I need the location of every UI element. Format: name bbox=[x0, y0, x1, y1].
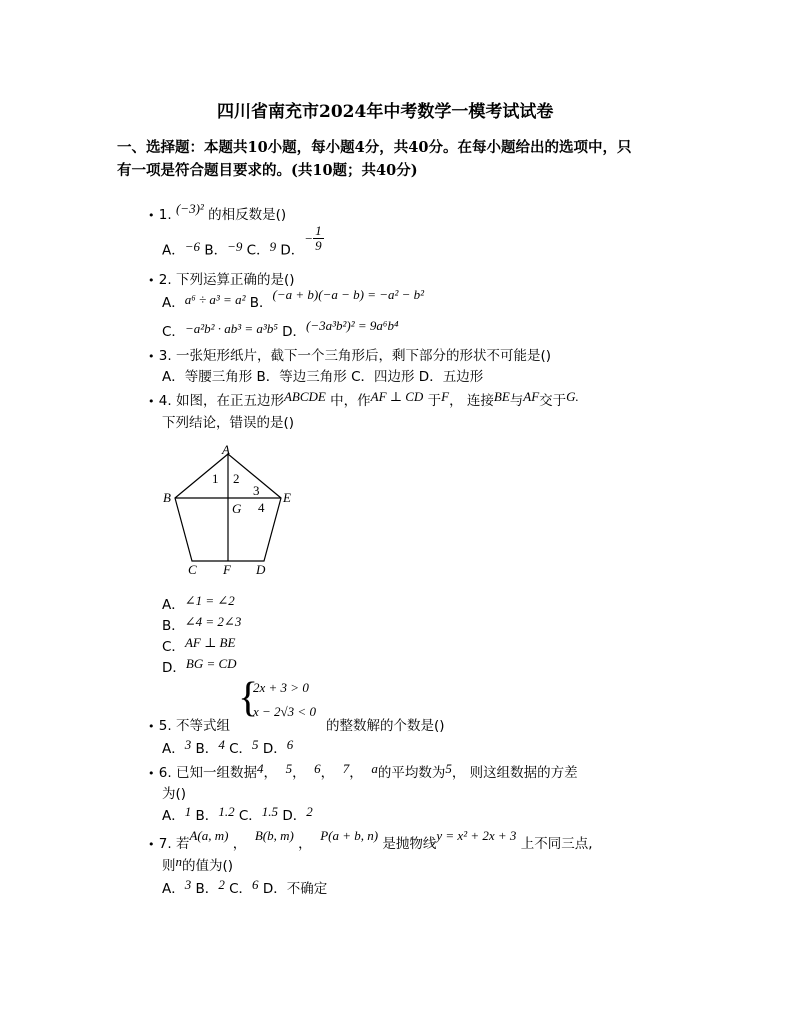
system-brace: { bbox=[238, 675, 259, 721]
question-3-stem: • 3. 一张矩形纸片，截下一个三角形后，剩下部分的形状不可能是() bbox=[148, 348, 552, 364]
label-G: G bbox=[232, 501, 242, 516]
question-4-option-b: B．∠4 = 2∠3 bbox=[162, 614, 242, 634]
question-4-stem: • 4. 如图，在正五边形ABCDE 中，作AF ⊥ CD 于F， 连接BE与AF交于G. bbox=[148, 389, 579, 409]
question-4-option-d: D．BG = CD bbox=[162, 656, 237, 676]
section-header-line1: 一、选择题：本题共10小题，每小题4分，共40分。在每小题给出的选项中，只 bbox=[117, 139, 632, 156]
label-E: E bbox=[283, 490, 291, 505]
inequality-1: 2x + 3 > 0 bbox=[253, 680, 309, 695]
fraction: $\frac{1}{9}$ bbox=[315, 223, 322, 253]
angle-4-label: 4 bbox=[258, 500, 265, 515]
question-5-stem-pre: • 5. 不等式组 bbox=[148, 718, 230, 734]
label-F: F bbox=[223, 562, 231, 577]
bullet: • bbox=[148, 209, 155, 222]
page-title: 四川省南充市2024年中考数学一模考试试卷 bbox=[217, 102, 554, 122]
question-5-stem-post: 的整数解的个数是() bbox=[326, 718, 445, 734]
angle-2-label: 2 bbox=[233, 471, 240, 486]
question-6-stem: • 6. 已知一组数据4， 5， 6， 7， a的平均数为5， 则这组数据的方差 bbox=[148, 761, 578, 781]
question-4-option-a: A．∠1 = ∠2 bbox=[162, 593, 235, 613]
question-6-options: A．1 B．1.2 C．1.5 D．2 bbox=[162, 804, 313, 824]
label-B: B bbox=[163, 490, 171, 505]
question-6-line2: 为() bbox=[162, 786, 187, 802]
question-7-line2: 则n的值为() bbox=[162, 854, 234, 874]
section-header-line2: 有一项是符合题目要求的。(共10题；共40分) bbox=[117, 162, 418, 179]
question-4-option-c: C．AF ⊥ BE bbox=[162, 635, 236, 655]
label-C: C bbox=[188, 562, 197, 577]
question-2-options-ab: A．a⁶ ÷ a³ = a² B．(−a + b)(−a − b) = −a² − b² bbox=[162, 287, 425, 311]
question-3-options: A．等腰三角形 B．等边三角形 C．四边形 D．五边形 bbox=[162, 369, 484, 385]
question-2-options-cd: C．−a²b² · ab³ = a³b⁵ D．(−3a³b²)² = 9a⁶b⁴ bbox=[162, 318, 399, 340]
question-1-stem: • 1. (−3)² 的相反数是() bbox=[148, 201, 287, 223]
pentagon-figure bbox=[155, 440, 305, 580]
math-expression: (−3)² bbox=[175, 201, 204, 216]
question-1-options: A．−6 B．−9 C．9 D．− $\frac{1}{9}$ bbox=[162, 223, 322, 259]
question-2-stem: • 2. 下列运算正确的是() bbox=[148, 272, 295, 288]
angle-1-label: 1 bbox=[212, 471, 219, 486]
angle-3-label: 3 bbox=[253, 483, 260, 498]
question-7-stem: • 7. 若A(a, m) ， B(b, m) ， P(a + b, n) 是抛物线y = x² + 2x + 3 上不同三点, bbox=[148, 828, 593, 852]
question-7-options: A．3 B．2 C．6 D．不确定 bbox=[162, 877, 328, 897]
question-4-line2: 下列结论，错误的是() bbox=[162, 415, 295, 431]
label-A: A bbox=[222, 442, 230, 457]
label-D: D bbox=[256, 562, 266, 577]
inequality-2: x − 2√3 < 0 bbox=[253, 704, 316, 719]
question-5-options: A．3 B．4 C．5 D．6 bbox=[162, 737, 294, 757]
